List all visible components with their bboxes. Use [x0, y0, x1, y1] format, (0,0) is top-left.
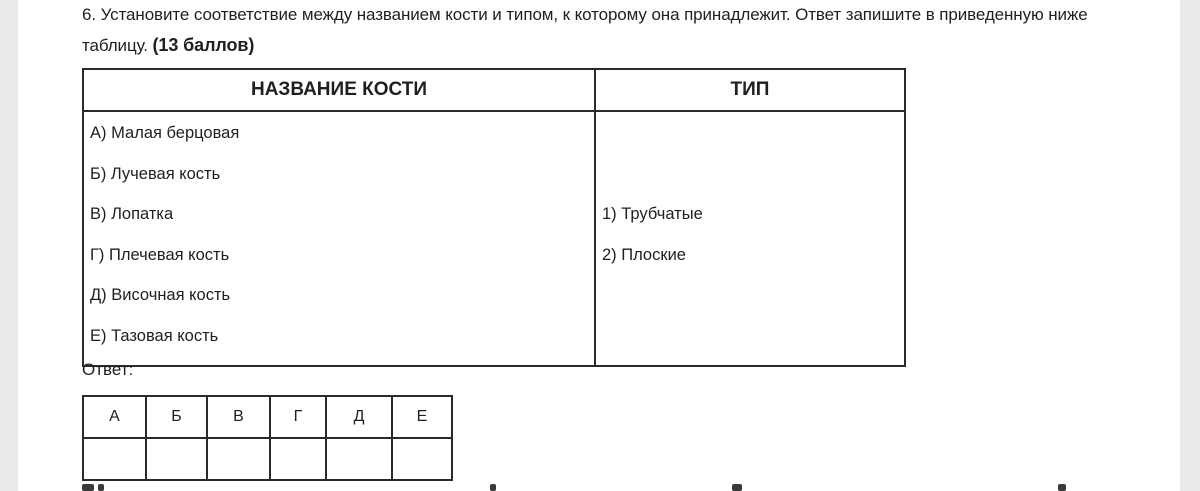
matching-table: [82, 68, 906, 367]
type-item: 1) Трубчатые: [602, 205, 703, 223]
answer-letter-e: Е: [392, 396, 452, 438]
answer-cell-v[interactable]: [207, 438, 270, 480]
question-body: 6. Установите соответствие между названием кости и типом, к которому она принадлежит. Ответ запишите в приведенную ниже таблицу.: [82, 5, 1088, 55]
question-text: [82, 0, 1142, 61]
answer-cell-g[interactable]: [270, 438, 326, 480]
answer-cell-d[interactable]: [326, 438, 392, 480]
answer-letter-a: А: [83, 396, 146, 438]
bone-item: Г) Плечевая кость: [90, 245, 230, 264]
header-bone-name: НАЗВАНИЕ КОСТИ: [83, 69, 595, 111]
answer-cell-e[interactable]: [392, 438, 452, 480]
bone-item: Д) Височная кость: [90, 286, 231, 304]
type-item: 2) Плоские: [602, 245, 686, 264]
bone-item: Б) Лучевая кость: [90, 164, 221, 183]
answer-cell-b[interactable]: [146, 438, 207, 480]
type-list-cell: [595, 111, 905, 366]
bone-item: А) Малая берцовая: [90, 124, 240, 142]
answer-letter-g: Г: [270, 396, 326, 438]
next-question-cropped-text: [82, 478, 1142, 491]
bone-item: В) Лопатка: [90, 205, 174, 223]
document-page: [18, 0, 1180, 491]
answer-label: Ответ:: [82, 360, 134, 379]
answer-cell-a[interactable]: [83, 438, 146, 480]
answer-letter-v: В: [207, 396, 270, 438]
bone-list-cell: [83, 111, 595, 366]
header-type: ТИП: [595, 69, 905, 111]
answer-table: [82, 395, 453, 481]
answer-letter-b: Б: [146, 396, 207, 438]
bone-item: Е) Тазовая кость: [90, 326, 219, 345]
answer-letter-d: Д: [326, 396, 392, 438]
question-points: (13 баллов): [152, 35, 255, 55]
